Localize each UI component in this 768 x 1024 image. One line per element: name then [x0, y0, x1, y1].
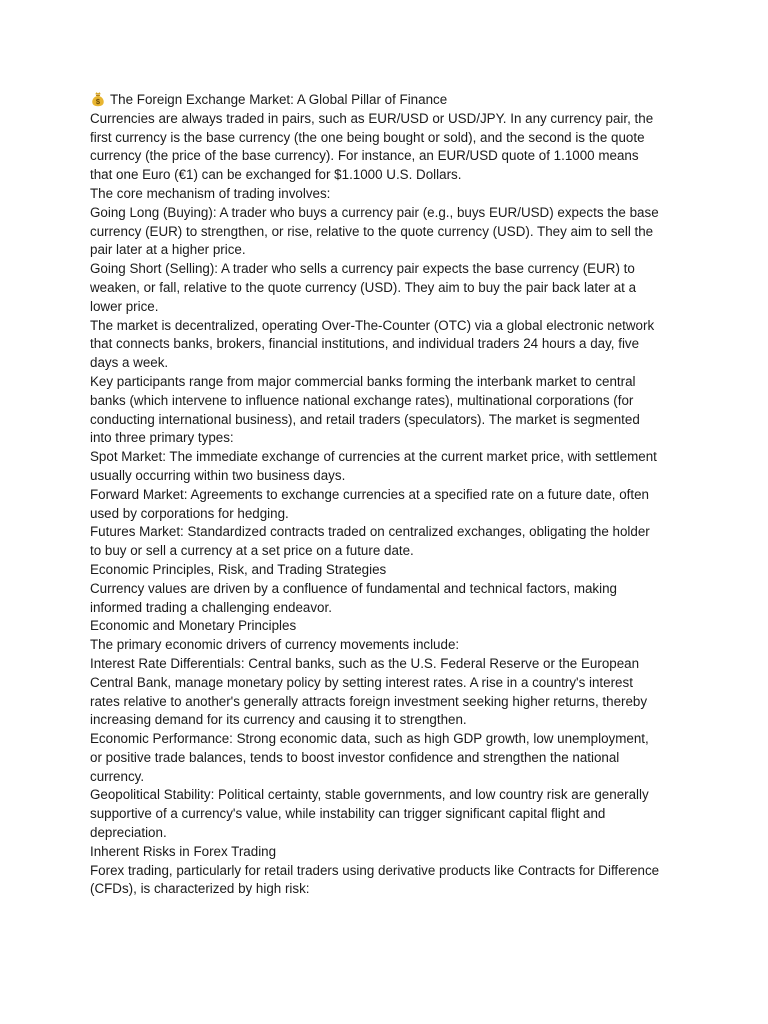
text-line: Central Bank, manage monetary policy by setting interest rates. A rise in a country's interest	[90, 674, 633, 690]
text-line: banks (which intervene to influence national exchange rates), multinational corporations (for	[90, 392, 634, 408]
text-line: The core mechanism of trading involves:	[90, 185, 331, 201]
text-line: that one Euro (€1) can be exchanged for $1.1000 U.S. Dollars.	[90, 167, 462, 183]
paragraph	[90, 730, 690, 786]
text-line: informed trading a challenging endeavor.	[90, 599, 332, 615]
text-line: Interest Rate Differentials: Central banks, such as the U.S. Federal Reserve or the European	[90, 655, 640, 671]
money-bag-icon	[90, 91, 106, 107]
text-line: Inherent Risks in Forex Trading	[90, 843, 277, 859]
text-line: increasing demand for its currency and causing it to strengthen.	[90, 712, 467, 728]
paragraph	[90, 317, 690, 373]
text-line: rates relative to another's generally attracts foreign investment seeking higher returns, thereby	[90, 693, 648, 709]
paragraph	[90, 260, 690, 316]
svg-text:$: $	[95, 97, 101, 107]
paragraph	[90, 843, 690, 862]
paragraph	[90, 204, 690, 260]
text-line: currency (EUR) to strengthen, or rise, relative to the quote currency (USD). They aim to sell the	[90, 223, 654, 239]
text-line: currency.	[90, 768, 145, 784]
text-line: Economic and Monetary Principles	[90, 618, 297, 634]
paragraph	[90, 580, 690, 618]
document-body	[90, 91, 690, 899]
text-line: usually occurring within two business days.	[90, 467, 346, 483]
paragraph	[90, 636, 690, 655]
text-line: first currency is the base currency (the one being bought or sold), and the second is the quote	[90, 129, 645, 145]
text-line: Geopolitical Stability: Political certainty, stable governments, and low country risk are generally	[90, 787, 649, 803]
paragraph	[90, 862, 690, 900]
text-line: into three primary types:	[90, 430, 234, 446]
text-line: Economic Performance: Strong economic data, such as high GDP growth, low unemployment,	[90, 731, 649, 747]
text-line: Forward Market: Agreements to exchange currencies at a specified rate on a future date, often	[90, 486, 649, 502]
paragraph-list	[90, 110, 690, 899]
text-line: used by corporations for hedging.	[90, 505, 289, 521]
text-line: currency (the price of the base currency). For instance, an EUR/USD quote of 1.1000 means	[90, 148, 639, 164]
text-line: Key participants range from major commercial banks forming the interbank market to central	[90, 373, 636, 389]
text-line: The market is decentralized, operating Over-The-Counter (OTC) via a global electronic network	[90, 317, 655, 333]
paragraph	[90, 486, 690, 524]
text-line: Economic Principles, Risk, and Trading Strategies	[90, 561, 387, 577]
text-line: weaken, or fall, relative to the quote currency (USD). They aim to buy the pair back later at a	[90, 279, 637, 295]
text-line: or positive trade balances, tends to boost investor confidence and strengthen the national	[90, 749, 620, 765]
text-line: Spot Market: The immediate exchange of currencies at the current market price, with settlement	[90, 449, 657, 465]
text-line: lower price.	[90, 298, 159, 314]
paragraph	[90, 185, 690, 204]
text-line: days a week.	[90, 355, 169, 371]
text-line: (CFDs), is characterized by high risk:	[90, 881, 310, 897]
document-title-row	[90, 91, 690, 110]
text-line: Currencies are always traded in pairs, such as EUR/USD or USD/JPY. In any currency pair, the	[90, 110, 654, 126]
text-line: that connects banks, brokers, financial institutions, and individual traders 24 hours a day, five	[90, 336, 640, 352]
text-line: Forex trading, particularly for retail traders using derivative products like Contracts for Difference	[90, 862, 660, 878]
text-line: supportive of a currency's value, while instability can trigger significant capital flight and	[90, 806, 606, 822]
paragraph	[90, 110, 690, 185]
paragraph	[90, 373, 690, 448]
paragraph	[90, 786, 690, 842]
text-line: Currency values are driven by a confluence of fundamental and technical factors, making	[90, 580, 617, 596]
paragraph	[90, 655, 690, 730]
text-line: The primary economic drivers of currency movements include:	[90, 637, 460, 653]
text-line: pair later at a higher price.	[90, 242, 246, 258]
paragraph	[90, 448, 690, 486]
text-line: conducting international business), and retail traders (speculators). The market is segmented	[90, 411, 640, 427]
text-line: Going Short (Selling): A trader who sells a currency pair expects the base currency (EUR) to	[90, 261, 635, 277]
document-title: The Foreign Exchange Market: A Global Pillar of Finance	[110, 92, 448, 107]
paragraph	[90, 617, 690, 636]
text-line: Going Long (Buying): A trader who buys a currency pair (e.g., buys EUR/USD) expects the base	[90, 204, 659, 220]
paragraph	[90, 523, 690, 561]
text-line: Futures Market: Standardized contracts traded on centralized exchanges, obligating the holder	[90, 524, 650, 540]
text-line: to buy or sell a currency at a set price on a future date.	[90, 543, 414, 559]
text-line: depreciation.	[90, 825, 167, 841]
paragraph	[90, 561, 690, 580]
